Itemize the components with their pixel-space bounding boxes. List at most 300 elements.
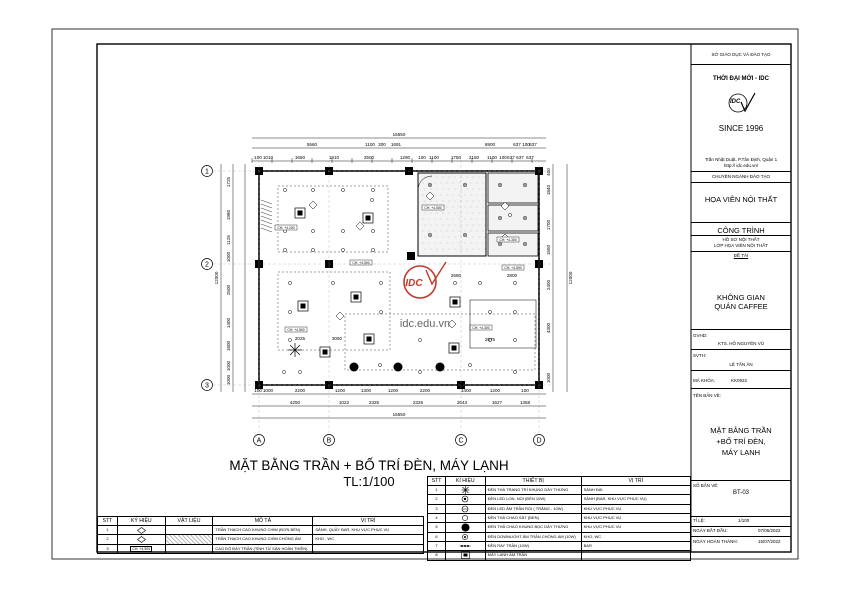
downlight-center	[524, 243, 525, 244]
dimension-text: 6900	[484, 142, 496, 147]
spot-light	[418, 370, 421, 373]
table-row	[428, 486, 691, 495]
ceiling-hatch-dot	[425, 201, 426, 202]
row-stt: 7	[428, 542, 446, 551]
ceiling-hatch-dot	[459, 183, 460, 184]
ceiling-hatch-dot	[461, 189, 462, 190]
ac-unit-core	[452, 346, 457, 351]
ceiling-hatch-dot	[423, 231, 424, 232]
ceiling-hatch-dot	[473, 201, 474, 202]
finish-value: 15/07/2022	[758, 539, 781, 544]
ceiling-hatch-dot	[483, 195, 484, 196]
ceiling-hatch-dot	[443, 189, 444, 190]
ceiling-hatch-dot	[449, 177, 450, 178]
ceiling-hatch-dot	[479, 249, 480, 250]
dimension-text: 2025	[294, 336, 306, 341]
dimension-text: 1000	[546, 372, 551, 384]
table-row	[428, 532, 691, 541]
ceiling-hatch-dot	[443, 249, 444, 250]
ceiling-hatch-dot	[459, 231, 460, 232]
ceiling-hatch-dot	[423, 243, 424, 244]
ac-unit-core	[323, 350, 328, 355]
spot-light	[379, 281, 382, 284]
window-frame	[261, 228, 272, 232]
header-stt: STT	[428, 477, 446, 486]
rope-pendant-light	[350, 363, 359, 372]
divider	[691, 235, 791, 236]
dimension-text: 100	[254, 388, 262, 393]
ceiling-hatch-dot	[435, 219, 436, 220]
school-name: THỜI ĐẠI MỚI - IDC	[713, 76, 769, 82]
ceiling-hatch-dot	[485, 189, 486, 190]
ceiling-hatch-dot	[453, 183, 454, 184]
downlight-center	[429, 184, 430, 185]
ceiling-hatch-dot	[435, 243, 436, 244]
ceiling-hatch-dot	[453, 207, 454, 208]
spot-light	[298, 370, 301, 373]
svg-text:B: B	[326, 437, 332, 445]
row-stt: 3	[98, 544, 118, 553]
dimension-text: 1000	[262, 388, 274, 393]
downlight-center	[499, 243, 500, 244]
dimension-text: 4250	[289, 400, 301, 405]
ceiling-hatch-dot	[441, 231, 442, 232]
ceiling-hatch-dot	[485, 237, 486, 238]
material-swatch-empty	[165, 544, 213, 553]
dimension-text: 1980	[226, 209, 231, 221]
row-device: ĐÈN RAY TRẦN (10W)	[485, 542, 581, 551]
ceiling-hatch-dot	[447, 207, 448, 208]
header-vat-lieu: VẬT LIỆU	[165, 517, 213, 526]
ceiling-plan	[255, 167, 543, 389]
watermark-text: idc.edu.vn	[399, 318, 451, 330]
spot-light	[282, 370, 285, 373]
track-light-icon	[445, 542, 485, 551]
dimension-text: 12000	[568, 271, 573, 285]
dimension-text: 400	[546, 168, 551, 176]
window-frame	[261, 200, 272, 204]
table-row	[428, 513, 691, 522]
downlight-center	[464, 234, 465, 235]
row-device: ĐÈN THẢ TRANG TRÍ KHUNG DÂY THỪNG	[485, 486, 581, 495]
ceiling-hatch-dot	[483, 219, 484, 220]
spot-light	[371, 229, 374, 232]
ceiling-hatch-dot	[437, 249, 438, 250]
downlight-center	[524, 184, 525, 185]
ceiling-hatch-dot	[443, 201, 444, 202]
ceiling-hatch-dot	[471, 219, 472, 220]
dimension-text: 637	[516, 155, 524, 160]
dimension-text: 2325	[412, 400, 424, 405]
grid-bubble-col-b	[324, 435, 335, 446]
level-tag-text: CH: +4.500	[352, 261, 370, 265]
table-row	[428, 551, 691, 560]
divider	[691, 222, 791, 223]
ceiling-hatch-dot	[461, 249, 462, 250]
dimension-text: 1650	[294, 155, 306, 160]
row-stt: 8	[428, 551, 446, 560]
ceiling-hatch-dot	[431, 201, 432, 202]
ceiling-hatch-dot	[471, 183, 472, 184]
header-thiet-bi: THIẾT BỊ	[485, 477, 581, 486]
dimension-text: 100	[499, 155, 507, 160]
table-row	[428, 542, 691, 551]
level-tag: CH: +4.500	[117, 544, 165, 553]
address-text: Trần Nhật Duật, P.Tân Định, Quận 1	[704, 157, 778, 162]
ceiling-hatch-dot	[477, 231, 478, 232]
row-stt: 2	[98, 535, 118, 544]
dimension-text: 100	[418, 155, 426, 160]
spot-light	[288, 281, 291, 284]
window-frame	[261, 216, 272, 220]
table-row	[98, 544, 424, 553]
dimension-text: 2200	[419, 388, 431, 393]
row-location: KHO , WC	[313, 535, 424, 544]
dimension-text: 2575	[484, 337, 496, 342]
ceiling-hatch-dot	[437, 225, 438, 226]
ceiling-hatch-dot	[443, 213, 444, 214]
grid-bubble-col-d	[534, 435, 545, 446]
ceiling-hatch-dot	[429, 231, 430, 232]
ceiling-hatch-dot	[425, 189, 426, 190]
drawing-name-2: +BỐ TRÍ ĐÈN,	[716, 437, 766, 446]
dimension-text: 2200	[294, 388, 306, 393]
dimension-text: 1300	[360, 388, 372, 393]
topic-line-2: QUÁN CAFFEE	[714, 302, 768, 311]
since-text: SINCE 1996	[718, 124, 764, 133]
topic-label: ĐỀ TÀI	[733, 253, 749, 258]
ceiling-hatch-dot	[437, 201, 438, 202]
dimension-text: 1691	[390, 142, 402, 147]
bar-counter	[470, 300, 536, 348]
table-row	[98, 535, 424, 544]
ceiling-hatch-dot	[441, 219, 442, 220]
spot-light	[513, 370, 516, 373]
ceiling-hatch-dot	[431, 249, 432, 250]
dimension-text: 1400	[460, 388, 472, 393]
window-frame	[261, 224, 272, 228]
major-label: CHUYÊN NGÀNH ĐÀO TẠO	[712, 174, 770, 179]
dimension-text: 1290	[399, 155, 411, 160]
spot-light	[513, 310, 516, 313]
ac-unit-core	[367, 337, 372, 342]
topic-line-1: KHÔNG GIAN	[717, 293, 765, 302]
dimension-text: 2680	[450, 273, 462, 278]
ceiling-hatch-dot	[471, 243, 472, 244]
ceiling-hatch-dot	[425, 237, 426, 238]
ceiling-hatch-dot	[441, 243, 442, 244]
row-stt: 3	[428, 504, 446, 513]
ceiling-hatch-dot	[423, 183, 424, 184]
ceiling-hatch-dot	[455, 249, 456, 250]
spot-light	[478, 281, 481, 284]
material-legend-table	[97, 516, 424, 554]
row-location: SẢNH, QUẦY BAR, KHU VỰC PHỤC VỤ	[313, 526, 424, 535]
downlight-center	[499, 184, 500, 185]
recessed-spot-icon	[445, 504, 485, 513]
dimension-text: 1400	[226, 317, 231, 329]
dimension-text: 1200	[387, 388, 399, 393]
window-frame	[261, 220, 272, 224]
ceiling-type-tag	[336, 312, 344, 320]
ac-unit-core	[298, 211, 303, 216]
ceiling-hatch-dot	[473, 237, 474, 238]
drawing-title: MẶT BẰNG TRẦN + BỐ TRÍ ĐÈN, MÁY LẠNH	[229, 458, 509, 473]
svg-text:1: 1	[205, 168, 209, 176]
scale-label: TỈ LỆ:	[693, 518, 706, 523]
divider	[691, 388, 791, 389]
drawing-label: TÊN BẢN VẼ:	[693, 393, 722, 398]
dimension-text: 1100	[487, 155, 497, 160]
ceiling-hatch-dot	[483, 183, 484, 184]
diamond-tag-icon	[117, 535, 165, 544]
svth-label: SVTH:	[693, 353, 707, 358]
row-location: SẢNH ĐÀI	[581, 486, 690, 495]
svg-text:C: C	[458, 437, 464, 445]
dimension-text: 2643	[456, 400, 468, 405]
grid-bubble-row-2	[202, 259, 213, 270]
ceiling-hatch-dot	[455, 189, 456, 190]
level-tag-text: CH: +4.500	[504, 266, 522, 270]
svg-text:D: D	[536, 437, 542, 445]
ceiling-hatch-dot	[455, 237, 456, 238]
divider	[691, 64, 791, 65]
dimension-text: 5560	[306, 142, 318, 147]
dimension-text: 637	[507, 155, 515, 160]
dimension-text: 637	[529, 142, 537, 147]
ceiling-hatch-dot	[447, 231, 448, 232]
dimension-text: 1000	[226, 360, 231, 372]
row-device: ĐÈN LED LON- NỔI (ĐÈN 10W)	[485, 495, 581, 504]
project-line-1: HỒ SƠ NỘI THẤT	[722, 237, 760, 242]
row-device: ĐÈN LED ÂM TRẦN RỌI ( TRẮNG - 10W)	[485, 504, 581, 513]
row-device: MÁY LẠNH ÂM TRẦN	[485, 551, 581, 560]
ceiling-hatch-dot	[467, 189, 468, 190]
spot-light	[331, 281, 334, 284]
rope-pendant-light	[436, 363, 445, 372]
level-tag-text: CH: +4.200	[277, 226, 295, 230]
divider	[691, 516, 791, 517]
ceiling-type-tag	[309, 201, 317, 209]
rope-pendant-icon	[445, 522, 485, 532]
material-swatch-hatched	[165, 535, 213, 544]
dimension-text: 1100	[365, 142, 375, 147]
ceiling-hatch-dot	[479, 225, 480, 226]
ceiling-hatch-dot	[473, 213, 474, 214]
dimension-text: 100	[254, 155, 262, 160]
ceiling-hatch-dot	[429, 243, 430, 244]
ceiling-hatch-dot	[425, 177, 426, 178]
ceiling-hatch-dot	[453, 195, 454, 196]
ceiling-hatch-dot	[485, 201, 486, 202]
divider	[691, 171, 791, 172]
ceiling-hatch-dot	[453, 219, 454, 220]
window-frame	[261, 204, 272, 208]
dimension-text: 1000	[226, 374, 231, 386]
ceiling-hatch-dot	[443, 177, 444, 178]
idc-logo	[404, 262, 446, 298]
spot-light	[311, 188, 314, 191]
dimension-text: 100	[521, 388, 529, 393]
ceiling-hatch-dot	[471, 231, 472, 232]
svg-text:A: A	[256, 437, 262, 445]
spot-light	[453, 281, 456, 284]
grid-bubble-row-3	[202, 380, 213, 391]
title-block	[691, 44, 791, 552]
structural-column	[407, 252, 415, 260]
table-row	[98, 526, 424, 535]
svth-value: LÊ TẤN ÂN	[729, 362, 753, 367]
ceiling-hatch-dot	[431, 177, 432, 178]
dimension-text: 2400	[546, 279, 551, 291]
logo-text: IDC	[730, 99, 741, 105]
ceiling-hatch-dot	[477, 195, 478, 196]
grid-bubble-col-c	[456, 435, 467, 446]
spot-light	[311, 229, 314, 232]
ceiling-hatch-dot	[471, 207, 472, 208]
row-device: ĐÈN THẢ CHAO KHUNG BỌC DÂY THỪNG	[485, 522, 581, 532]
iron-pendant-icon	[445, 513, 485, 522]
dimension-text: 1725	[226, 176, 231, 188]
ceiling-hatch-dot	[467, 249, 468, 250]
drawing-name-1: MẶT BẰNG TRẦN	[710, 426, 772, 435]
divider	[691, 251, 791, 252]
row-stt: 6	[428, 532, 446, 541]
row-location: SẢNH (BAR, KHU VỰC PHỤC VỤ)	[581, 495, 690, 504]
spot-light	[508, 213, 511, 216]
ceiling-hatch-dot	[485, 213, 486, 214]
ceiling-hatch-dot	[431, 189, 432, 190]
ceiling-hatch-dot	[473, 249, 474, 250]
spot-light	[288, 338, 291, 341]
window-frame	[261, 212, 272, 216]
dimension-text: 637	[513, 142, 521, 147]
ceiling-hatch-dot	[459, 195, 460, 196]
ceiling-hatch-dot	[455, 177, 456, 178]
row-location: KHU VỰC PHỤC VỤ	[581, 504, 690, 513]
ac-unit-core	[354, 295, 359, 300]
ceiling-hatch-dot	[473, 189, 474, 190]
sheet-value: BT-03	[732, 490, 749, 496]
dimension-text: 300	[378, 142, 386, 147]
spot-light	[283, 188, 286, 191]
ceiling-hatch-dot	[473, 177, 474, 178]
ceiling-hatch-dot	[459, 243, 460, 244]
ceiling-hatch-dot	[437, 213, 438, 214]
ceiling-hatch-dot	[467, 213, 468, 214]
ceiling-hatch-dot	[479, 189, 480, 190]
gvhd-label: GVHD:	[693, 333, 708, 338]
ceiling-hatch-dot	[479, 213, 480, 214]
downlight-center	[464, 184, 465, 185]
row-location	[313, 544, 424, 553]
header-ky-hieu: KÝ HIỆU	[117, 517, 165, 526]
dimension-text: 1550	[546, 244, 551, 256]
ceiling-hatch-dot	[435, 195, 436, 196]
dimension-text: 1125	[226, 235, 231, 245]
dimension-text: 1800	[226, 340, 231, 352]
wc-room-2	[488, 205, 538, 231]
ceiling-hatch-dot	[425, 213, 426, 214]
table-row	[428, 495, 691, 504]
dimension-text: 1627	[491, 400, 503, 405]
finish-label: NGÀY HOÀN THÀNH:	[693, 539, 738, 544]
major-value: HỌA VIÊN NỘI THẤT	[704, 195, 778, 204]
level-tag-text: CH: +4.300	[499, 238, 517, 242]
ceiling-hatch-dot	[465, 243, 466, 244]
level-tag-text: CH: +4.300	[472, 326, 490, 330]
downlight-center	[524, 217, 525, 218]
ceiling-hatch-dot	[465, 207, 466, 208]
ceiling-ac-icon	[445, 551, 485, 560]
ceiling-hatch-dot	[443, 237, 444, 238]
ceiling-hatch-dot	[447, 219, 448, 220]
downlight-center	[429, 234, 430, 235]
divider	[691, 182, 791, 183]
header-vi-tri: VỊ TRÍ	[581, 477, 690, 486]
dimension-text: 15550	[392, 412, 406, 417]
grid-bubble-col-a	[254, 435, 265, 446]
dimension-text: 2500	[226, 284, 231, 296]
divider	[691, 370, 791, 371]
dimension-text: 1100	[429, 155, 439, 160]
ceiling-hatch-dot	[453, 231, 454, 232]
spot-light	[371, 188, 374, 191]
ceiling-hatch-dot	[485, 177, 486, 178]
ceiling-hatch-dot	[477, 207, 478, 208]
ceiling-hatch-dot	[483, 231, 484, 232]
device-legend-table	[427, 476, 691, 561]
dimension-text: 12000	[214, 271, 219, 285]
ac-unit-core	[301, 304, 306, 309]
spot-light	[488, 310, 491, 313]
svg-text:IDC: IDC	[405, 278, 423, 289]
downlight-icon	[445, 532, 485, 541]
spot-light	[341, 229, 344, 232]
dimension-text: 1000	[226, 251, 231, 263]
ceiling-hatch-dot	[485, 249, 486, 250]
spot-light	[468, 363, 471, 366]
ceiling-hatch-dot	[435, 183, 436, 184]
spot-light	[341, 248, 344, 251]
sheet-label: SỐ BẢN VẼ:	[693, 483, 719, 488]
project-line-2: LỚP HỌA VIÊN NỘI THẤT	[714, 243, 768, 248]
scale-value: 1/100	[738, 518, 750, 523]
ceiling-hatch-dot	[483, 207, 484, 208]
table-row	[428, 522, 691, 532]
dimension-text: 15550	[392, 132, 406, 137]
dimension-text: 2800	[506, 273, 518, 278]
row-description: TRẦN THẠCH CAO KHUNG CHÌM CHỐNG ẨM	[213, 535, 313, 544]
ceiling-hatch-dot	[435, 231, 436, 232]
ceiling-hatch-dot	[447, 195, 448, 196]
dimension-text: 1200	[334, 388, 346, 393]
divider	[691, 536, 791, 537]
start-label: NGÀY BẮT ĐẦU:	[693, 528, 728, 533]
ceiling-hatch-dot	[449, 249, 450, 250]
project-label: CÔNG TRÌNH	[717, 226, 765, 235]
ceiling-hatch-dot	[437, 177, 438, 178]
course-label: MÃ KHÓA:	[693, 378, 716, 383]
row-description: CAO ĐỘ ĐÁY TRẦN (TÍNH TỪ SÀN HOÀN THIỆN)	[213, 544, 313, 553]
ceiling-hatch-dot	[441, 195, 442, 196]
ceiling-hatch-dot	[467, 225, 468, 226]
spot-light	[379, 310, 382, 313]
divider	[691, 329, 791, 330]
row-stt: 4	[428, 513, 446, 522]
ceiling-hatch-dot	[449, 201, 450, 202]
ceiling-hatch-dot	[465, 219, 466, 220]
